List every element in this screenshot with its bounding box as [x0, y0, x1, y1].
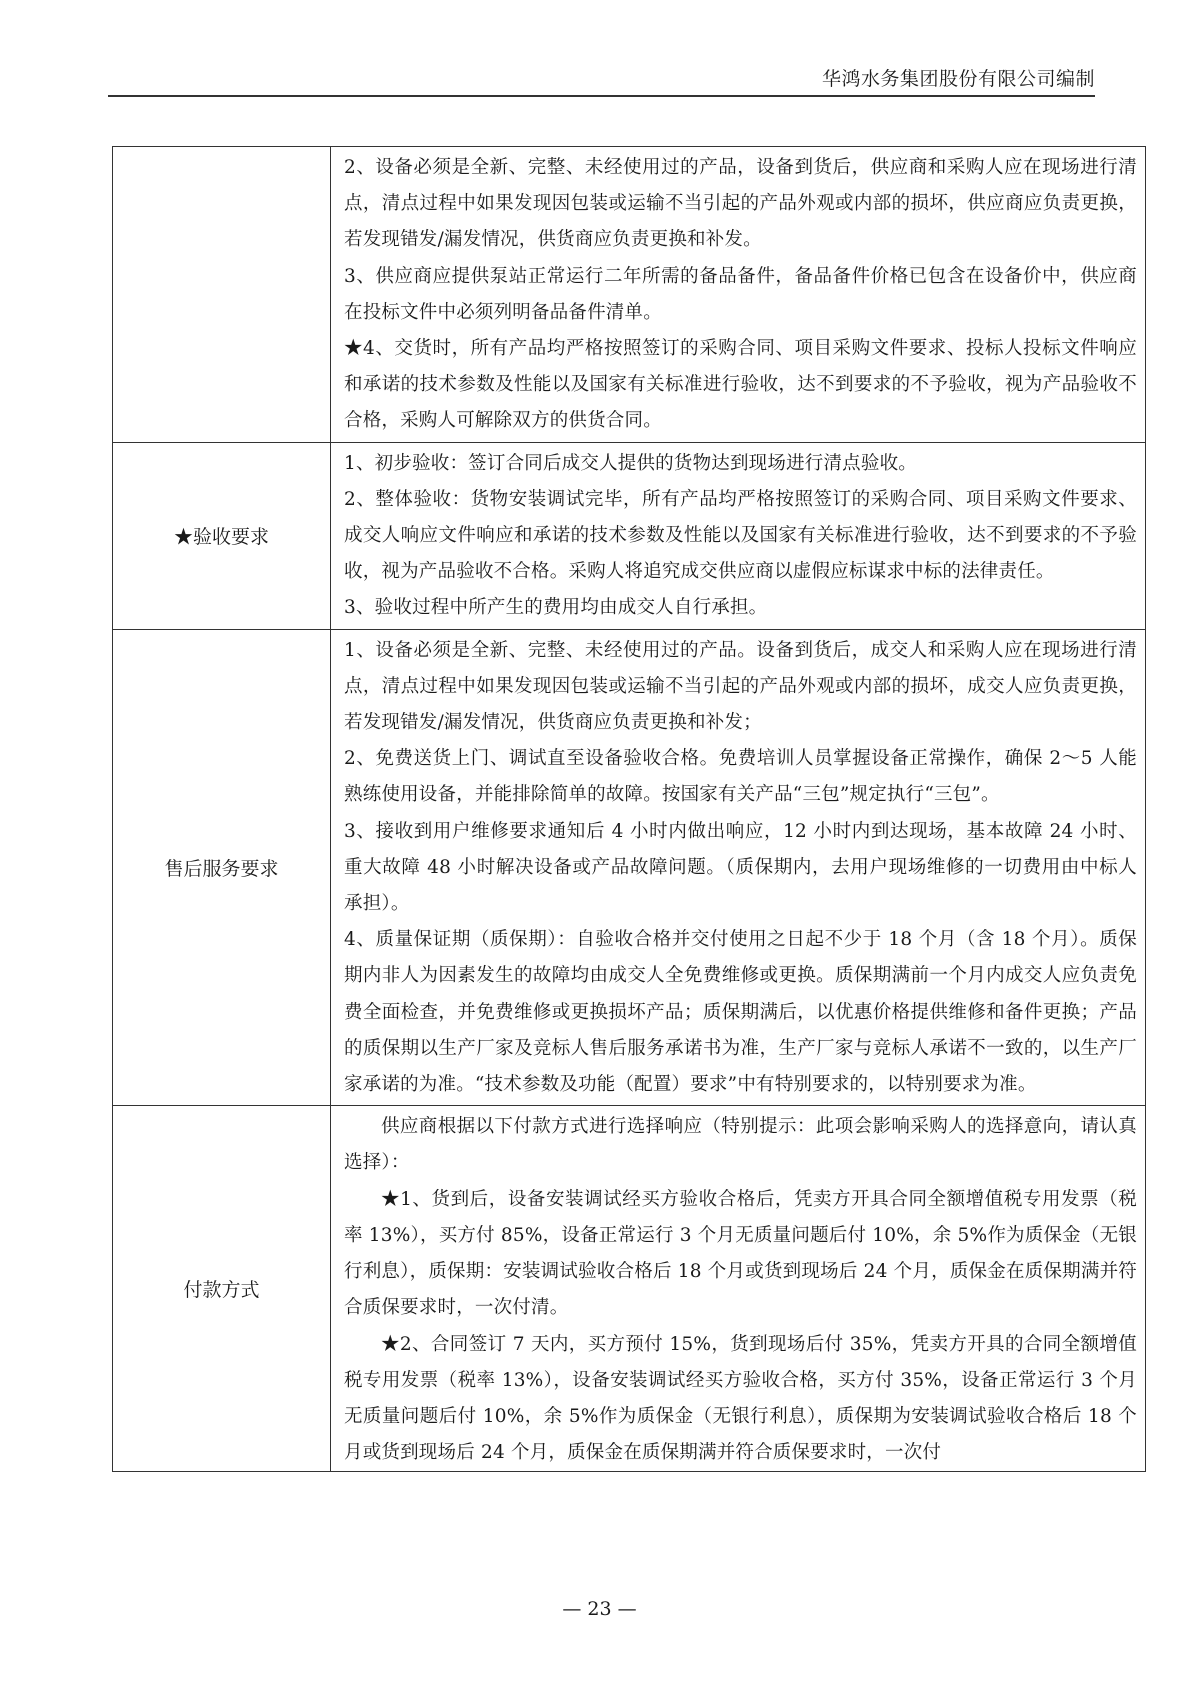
paragraph: 供应商根据以下付款方式进行选择响应（特别提示：此项会影响采购人的选择意向，请认真选择）： [344, 1116, 1137, 1174]
row-label-after-sales: 售后服务要求 [113, 629, 331, 1106]
paragraph: ★1、货到后，设备安装调试经买方验收合格后，凭卖方开具合同全额增值税专用发票（税率 13%），买方付 85%，设备正常运行 3 个月无质量问题后付 10%，余 5%作为质保金（无银行利息），质保期：安装调试验收合格后 18 个月或货到现场后 24 个月，质保金在质保期满并符合质保要求时，一次付清。 [344, 1188, 1137, 1319]
row-label-payment: 付款方式 [113, 1106, 331, 1472]
header-divider [108, 95, 1095, 97]
paragraph: 2、免费送货上门、调试直至设备验收合格。免费培训人员掌握设备正常操作，确保 2～5 人能熟练使用设备，并能排除简单的故障。按国家有关产品“三包”规定执行“三包”。 [344, 748, 1137, 806]
paragraph: 4、质量保证期（质保期）：自验收合格并交付使用之日起不少于 18 个月（含 18 个月）。质保期内非人为因素发生的故障均由成交人全免费维修或更换。质保期满前一个月内成交人应负责免费全面检查，并免费维修或更换损坏产品；质保期满后，以优惠价格提供维修和备件更换；产品的质保期以生产厂家及竞标人售后服务承诺书为准，生产厂家与竞标人承诺不一致的，以生产厂家承诺的为准。“技术参数及功能（配置）要求”中有特别要求的，以特别要求为准。 [344, 929, 1137, 1096]
row-content [331, 629, 1146, 1106]
paragraph: 2、设备必须是全新、完整、未经使用过的产品，设备到货后，供应商和采购人应在现场进行清点，清点过程中如果发现因包装或运输不当引起的产品外观或内部的损坏，供应商应负责更换，若发现错发/漏发情况，供货商应负责更换和补发。 [344, 157, 1137, 251]
paragraph: 2、整体验收：货物安装调试完毕，所有产品均严格按照签订的采购合同、项目采购文件要求、成交人响应文件响应和承诺的技术参数及性能以及国家有关标准进行验收，达不到要求的不予验收，视为产品验收不合格。采购人将追究成交供应商以虚假应标谋求中标的法律责任。 [344, 488, 1137, 583]
header-company-name: 华鸿水务集团股份有限公司编制 [821, 68, 1095, 90]
table-row [113, 629, 1146, 1106]
paragraph: 1、初步验收：签订合同后成交人提供的货物达到现场进行清点验收。 [344, 452, 917, 474]
table-row [113, 1106, 1146, 1472]
paragraph: 3、验收过程中所产生的费用均由成交人自行承担。 [344, 597, 768, 619]
paragraph: ★4、交货时，所有产品均严格按照签订的采购合同、项目采购文件要求、投标人投标文件响应和承诺的技术参数及性能以及国家有关标准进行验收，达不到要求的不予验收，视为产品验收不合格，采购人可解除双方的供货合同。 [344, 338, 1137, 432]
paragraph: 1、设备必须是全新、完整、未经使用过的产品。设备到货后，成交人和采购人应在现场进行清点，清点过程中如果发现因包装或运输不当引起的产品外观或内部的损坏，成交人应负责更换，若发现错发/漏发情况，供货商应负责更换和补发； [344, 639, 1137, 734]
row-content [331, 1106, 1146, 1472]
table-row [113, 147, 1146, 443]
row-label-acceptance: ★验收要求 [113, 442, 331, 629]
page-number: — 23 — [562, 1598, 637, 1620]
paragraph: 3、供应商应提供泵站正常运行二年所需的备品备件，备品备件价格已包含在设备价中，供应商在投标文件中必须列明备品备件清单。 [344, 265, 1137, 323]
requirements-table [112, 146, 1146, 1472]
row-label [113, 147, 331, 443]
row-content [331, 442, 1146, 629]
paragraph: 3、接收到用户维修要求通知后 4 小时内做出响应，12 小时内到达现场，基本故障 24 小时、重大故障 48 小时解决设备或产品故障问题。（质保期内，去用户现场维修的一切费用由中标人承担）。 [344, 820, 1137, 915]
row-content [331, 147, 1146, 443]
paragraph: ★2、合同签订 7 天内，买方预付 15%，货到现场后付 35%，凭卖方开具的合同全额增值税专用发票（税率 13%），设备安装调试经买方验收合格，买方付 35%，设备正常运行 3 个月无质量问题后付 10%，余 5%作为质保金（无银行利息），质保期为安装调试验收合格后 18 个月或货到现场后 24 个月，质保金在质保期满并符合质保要求时，一次付 [344, 1333, 1137, 1464]
payment-content [344, 1109, 1137, 1469]
table-row [113, 442, 1146, 629]
